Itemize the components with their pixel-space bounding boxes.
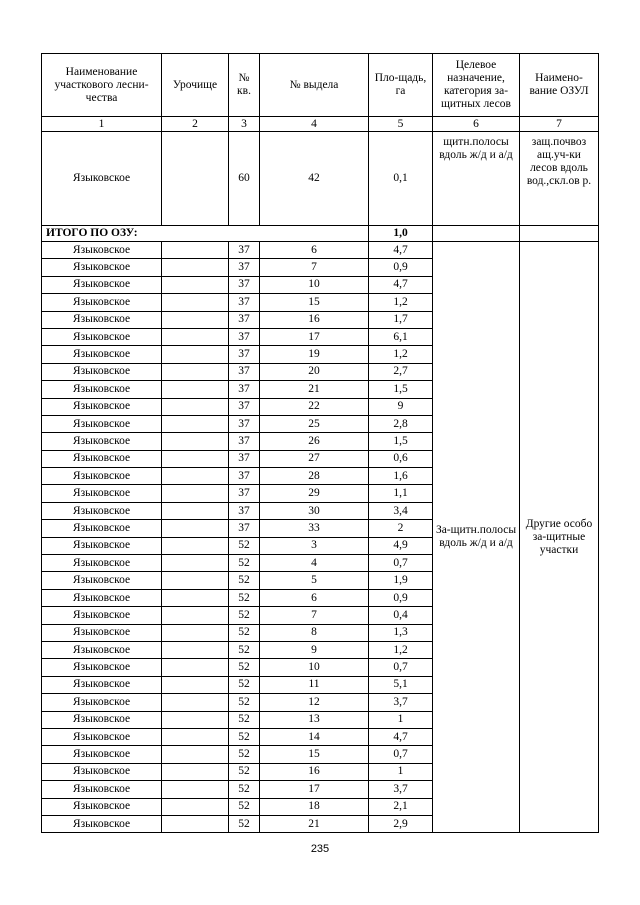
cell-quarter: 37 (229, 433, 260, 450)
header-row (42, 54, 599, 117)
cell-forestry: Языковское (42, 641, 162, 658)
cell-area: 1,6 (369, 468, 433, 485)
cell-forestry: Языковское (42, 520, 162, 537)
col-number: 7 (520, 117, 599, 132)
cell-tract (162, 763, 229, 780)
cell-section: 6 (260, 242, 369, 259)
cell-section: 15 (260, 294, 369, 311)
cell-quarter: 52 (229, 555, 260, 572)
cell-section: 17 (260, 328, 369, 345)
cell-area: 1,5 (369, 381, 433, 398)
cell-section: 10 (260, 276, 369, 293)
cell-section: 30 (260, 502, 369, 519)
cell-quarter: 37 (229, 363, 260, 380)
page-number: 235 (310, 843, 330, 855)
cell-section: 18 (260, 798, 369, 815)
cell-area: 2,9 (369, 815, 433, 832)
cell-area: 0,9 (369, 259, 433, 276)
cell-area: 1,9 (369, 572, 433, 589)
header-section: № выдела (260, 54, 369, 117)
cell-tract (162, 746, 229, 763)
cell-forestry: Языковское (42, 746, 162, 763)
cell-tract (162, 311, 229, 328)
cell-quarter: 37 (229, 259, 260, 276)
cell-section: 26 (260, 433, 369, 450)
cell-section: 8 (260, 624, 369, 641)
col-number: 4 (260, 117, 369, 132)
cell-tract (162, 676, 229, 693)
cell-forestry: Языковское (42, 294, 162, 311)
cell-area: 0,6 (369, 450, 433, 467)
col-number: 5 (369, 117, 433, 132)
cell-section: 4 (260, 555, 369, 572)
cell-area: 0,1 (369, 132, 433, 226)
cell-tract (162, 433, 229, 450)
cell-quarter: 37 (229, 346, 260, 363)
cell-tract (162, 502, 229, 519)
cell-area: 0,7 (369, 746, 433, 763)
forest-table (41, 53, 599, 833)
cell-tract (162, 485, 229, 502)
cell-area: 4,9 (369, 537, 433, 554)
cell-section: 21 (260, 815, 369, 832)
cell-section: 25 (260, 415, 369, 432)
col-number: 1 (42, 117, 162, 132)
col-number: 2 (162, 117, 229, 132)
cell-forestry: Языковское (42, 433, 162, 450)
cell-area: 4,7 (369, 276, 433, 293)
cell-tract (162, 276, 229, 293)
cell-tract (162, 694, 229, 711)
cell-section: 11 (260, 676, 369, 693)
cell-area: 3,4 (369, 502, 433, 519)
cell-quarter: 52 (229, 763, 260, 780)
cell-quarter: 52 (229, 815, 260, 832)
cell-forestry: Языковское (42, 763, 162, 780)
cell-section: 16 (260, 763, 369, 780)
cell-forestry: Языковское (42, 311, 162, 328)
cell-forestry: Языковское (42, 346, 162, 363)
cell-tract (162, 346, 229, 363)
group-purpose: За-щитн.полосы вдоль ж/д и а/д (433, 242, 520, 833)
cell-section: 15 (260, 746, 369, 763)
header-quarter: № кв. (229, 54, 260, 117)
cell-area: 1,2 (369, 294, 433, 311)
cell-tract (162, 450, 229, 467)
cell-purpose: щитн.полосы вдоль ж/д и а/д (433, 132, 520, 226)
cell-tract (162, 798, 229, 815)
cell-quarter: 52 (229, 676, 260, 693)
cell-section: 16 (260, 311, 369, 328)
cell-area: 0,7 (369, 659, 433, 676)
cell-forestry: Языковское (42, 694, 162, 711)
cell-section: 22 (260, 398, 369, 415)
cell-tract (162, 781, 229, 798)
cell-quarter: 37 (229, 294, 260, 311)
cell-area: 9 (369, 398, 433, 415)
cell-quarter: 60 (229, 132, 260, 226)
cell-forestry: Языковское (42, 781, 162, 798)
col-number: 6 (433, 117, 520, 132)
cell-section: 14 (260, 728, 369, 745)
cell-forestry: Языковское (42, 589, 162, 606)
cell-quarter: 37 (229, 450, 260, 467)
cell-area: 1 (369, 763, 433, 780)
cell-area: 6,1 (369, 328, 433, 345)
cell-tract (162, 363, 229, 380)
cell-area: 1,7 (369, 311, 433, 328)
cell-tract (162, 381, 229, 398)
cell-forestry: Языковское (42, 468, 162, 485)
cell-forestry: Языковское (42, 242, 162, 259)
cell-forestry: Языковское (42, 676, 162, 693)
cell-tract (162, 555, 229, 572)
cell-quarter: 52 (229, 711, 260, 728)
cell-tract (162, 607, 229, 624)
cell-forestry: Языковское (42, 659, 162, 676)
cell-tract (162, 641, 229, 658)
cell-forestry: Языковское (42, 815, 162, 832)
cell-quarter: 37 (229, 502, 260, 519)
cell-forestry: Языковское (42, 132, 162, 226)
cell-tract (162, 537, 229, 554)
cell-tract (162, 328, 229, 345)
cell-forestry: Языковское (42, 624, 162, 641)
cell-quarter: 37 (229, 276, 260, 293)
cell-area: 1,2 (369, 641, 433, 658)
cell-section: 3 (260, 537, 369, 554)
cell-quarter: 37 (229, 381, 260, 398)
cell-area: 1,5 (369, 433, 433, 450)
cell-section: 12 (260, 694, 369, 711)
cell-area: 1 (369, 711, 433, 728)
cell-forestry: Языковское (42, 415, 162, 432)
header-forestry: Наименование участкового лесни-чества (42, 54, 162, 117)
cell-tract (162, 728, 229, 745)
header-area: Пло-щадь, га (369, 54, 433, 117)
cell-section: 21 (260, 381, 369, 398)
col-number: 3 (229, 117, 260, 132)
cell-quarter: 37 (229, 485, 260, 502)
cell-area: 3,7 (369, 781, 433, 798)
header-tract: Урочище (162, 54, 229, 117)
cell-tract (162, 815, 229, 832)
total-label: ИТОГО ПО ОЗУ: (42, 226, 369, 242)
total-value: 1,0 (369, 226, 433, 242)
cell-section: 20 (260, 363, 369, 380)
cell-forestry: Языковское (42, 555, 162, 572)
cell-forestry: Языковское (42, 363, 162, 380)
cell-tract (162, 589, 229, 606)
cell-section: 10 (260, 659, 369, 676)
cell-forestry: Языковское (42, 485, 162, 502)
total-empty (520, 226, 599, 242)
cell-quarter: 37 (229, 328, 260, 345)
cell-quarter: 37 (229, 415, 260, 432)
cell-quarter: 52 (229, 607, 260, 624)
cell-quarter: 52 (229, 659, 260, 676)
cell-forestry: Языковское (42, 276, 162, 293)
cell-area: 4,7 (369, 242, 433, 259)
cell-section: 7 (260, 607, 369, 624)
cell-section: 33 (260, 520, 369, 537)
cell-section: 13 (260, 711, 369, 728)
cell-section: 7 (260, 259, 369, 276)
cell-forestry: Языковское (42, 798, 162, 815)
cell-quarter: 37 (229, 398, 260, 415)
cell-tract (162, 398, 229, 415)
cell-section: 5 (260, 572, 369, 589)
cell-forestry: Языковское (42, 607, 162, 624)
group-ozul: Другие особо за-щитные участки (520, 242, 599, 833)
cell-section: 42 (260, 132, 369, 226)
cell-area: 3,7 (369, 694, 433, 711)
total-row (42, 226, 599, 242)
cell-section: 9 (260, 641, 369, 658)
cell-tract (162, 132, 229, 226)
cell-quarter: 52 (229, 798, 260, 815)
cell-tract (162, 415, 229, 432)
cell-area: 1,3 (369, 624, 433, 641)
first-data-row (42, 132, 599, 226)
cell-forestry: Языковское (42, 381, 162, 398)
cell-quarter: 52 (229, 572, 260, 589)
header-purpose: Целевое назначение, категория за-щитных лесов (433, 54, 520, 117)
cell-tract (162, 294, 229, 311)
cell-area: 0,4 (369, 607, 433, 624)
cell-quarter: 52 (229, 694, 260, 711)
cell-forestry: Языковское (42, 572, 162, 589)
cell-quarter: 37 (229, 468, 260, 485)
cell-area: 0,7 (369, 555, 433, 572)
cell-section: 28 (260, 468, 369, 485)
cell-forestry: Языковское (42, 398, 162, 415)
cell-quarter: 52 (229, 728, 260, 745)
cell-area: 2,7 (369, 363, 433, 380)
cell-tract (162, 659, 229, 676)
cell-area: 2,1 (369, 798, 433, 815)
cell-tract (162, 624, 229, 641)
cell-quarter: 52 (229, 641, 260, 658)
cell-section: 29 (260, 485, 369, 502)
cell-quarter: 52 (229, 746, 260, 763)
cell-area: 5,1 (369, 676, 433, 693)
cell-ozul: защ.почвоз ащ.уч-ки лесов вдоль вод.,скл.ов р. (520, 132, 599, 226)
table-row (42, 242, 599, 259)
cell-tract (162, 468, 229, 485)
cell-forestry: Языковское (42, 259, 162, 276)
cell-area: 1,2 (369, 346, 433, 363)
cell-area: 2 (369, 520, 433, 537)
cell-area: 2,8 (369, 415, 433, 432)
cell-section: 19 (260, 346, 369, 363)
cell-quarter: 37 (229, 242, 260, 259)
cell-tract (162, 711, 229, 728)
header-ozul: Наимено-вание ОЗУЛ (520, 54, 599, 117)
cell-quarter: 37 (229, 520, 260, 537)
cell-area: 1,1 (369, 485, 433, 502)
column-number-row (42, 117, 599, 132)
cell-tract (162, 520, 229, 537)
cell-forestry: Языковское (42, 728, 162, 745)
cell-quarter: 52 (229, 624, 260, 641)
cell-tract (162, 242, 229, 259)
cell-area: 0,9 (369, 589, 433, 606)
cell-section: 27 (260, 450, 369, 467)
cell-section: 17 (260, 781, 369, 798)
cell-area: 4,7 (369, 728, 433, 745)
cell-forestry: Языковское (42, 711, 162, 728)
cell-forestry: Языковское (42, 502, 162, 519)
cell-section: 6 (260, 589, 369, 606)
cell-quarter: 52 (229, 781, 260, 798)
cell-tract (162, 572, 229, 589)
cell-quarter: 37 (229, 311, 260, 328)
cell-forestry: Языковское (42, 450, 162, 467)
cell-quarter: 52 (229, 537, 260, 554)
cell-quarter: 52 (229, 589, 260, 606)
cell-forestry: Языковское (42, 328, 162, 345)
cell-forestry: Языковское (42, 537, 162, 554)
total-empty (433, 226, 520, 242)
cell-tract (162, 259, 229, 276)
